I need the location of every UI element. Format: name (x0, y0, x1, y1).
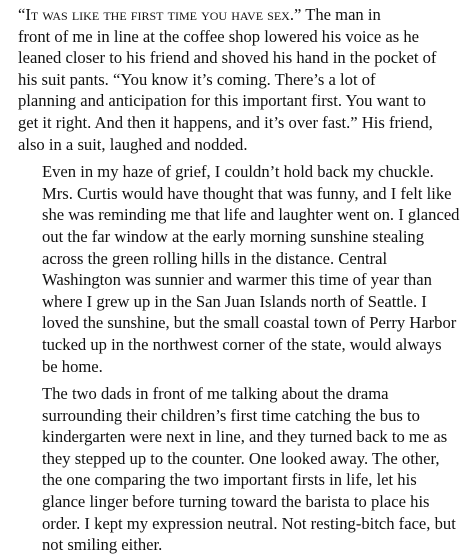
text-line: kindergarten were next in line, and they turned back to me as (42, 427, 448, 447)
text-line: tucked up in the northwest corner of the state, would always (42, 334, 442, 354)
text-line: glance linger before turning toward the barista to place his (42, 492, 430, 512)
text-line: get it right. And then it happens, and it’s over fast.” His friend, (18, 112, 433, 132)
text-line: also in a suit, laughed and nodded. (18, 134, 248, 154)
book-page (18, 4, 460, 556)
text-line: “It was like the first time you have sex.” The man in (18, 5, 381, 24)
text-line: the one comparing the two important firsts in life, let his (42, 470, 417, 490)
text-line: out the far window at the early morning sunshine stealing (42, 226, 425, 246)
paragraph-2 (18, 161, 460, 377)
text-line: front of me in line at the coffee shop lowered his voice as he (18, 26, 420, 46)
text-line: Even in my haze of grief, I couldn’t hold back my chuckle. (42, 162, 434, 182)
text-line: his suit pants. “You know it’s coming. There’s a lot of (18, 69, 376, 89)
text-line: order. I kept my expression neutral. Not resting-bitch face, but (42, 513, 456, 533)
text-line: where I grew up in the San Juan Islands north of Seattle. I (42, 291, 427, 311)
paragraph-1 (18, 4, 450, 155)
text-line: they stepped up to the counter. One looked away. The other, (42, 448, 440, 468)
text-line: across the green rolling hills in the distance. Central (42, 248, 388, 268)
text-line: surrounding their children’s first time catching the bus to (42, 405, 420, 425)
text-line: Mrs. Curtis would have thought that was funny, and I felt like (42, 183, 452, 203)
text-line: loved the sunshine, but the small coastal town of Perry Harbor (42, 313, 457, 333)
text-line: not smiling either. (42, 535, 163, 555)
text-line: be home. (42, 356, 103, 376)
text-line: planning and anticipation for this important first. You want to (18, 91, 426, 111)
text-line: leaned closer to his friend and shoved his hand in the pocket of (18, 48, 437, 68)
paragraph-3 (18, 383, 456, 556)
text-line: The two dads in front of me talking about the drama (42, 384, 389, 404)
text-line: she was reminding me that life and laughter went on. I glanced (42, 205, 460, 225)
text-line: Washington was sunnier and warmer this time of year than (42, 270, 432, 290)
